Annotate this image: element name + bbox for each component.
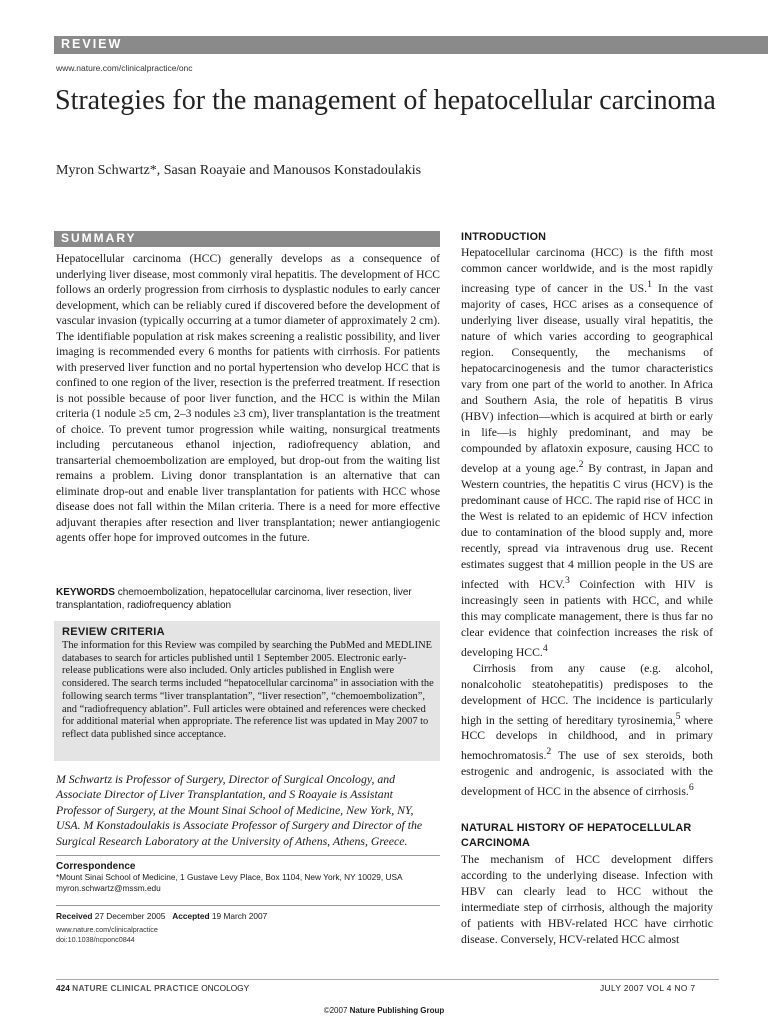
introduction-text — [461, 245, 713, 800]
keywords — [56, 587, 440, 612]
received-date: 27 December 2005 — [94, 911, 166, 921]
text-run: The use of sex steroids, both estrogenic and androgenic, is associated with the development of HCC in the absence of cirrhosis. — [461, 749, 713, 799]
summary-label: SUMMARY — [61, 231, 137, 245]
correspondence-email[interactable]: myron.schwartz@mssm.edu — [56, 883, 161, 894]
divider — [56, 855, 440, 856]
doi-url[interactable]: www.nature.com/clinicalpractice — [56, 925, 158, 934]
keywords-label: KEYWORDS — [56, 587, 115, 598]
reference-marker[interactable]: 1 — [647, 279, 652, 290]
text-run: Hepatocellular carcinoma (HCC) is the fifth most common cancer worldwide, and is the most rapidly increasing type of cancer in the US. — [461, 246, 713, 295]
natural-history-text: The mechanism of HCC development differs according to the underlying disease. Infection with HBV can clearly lead to HCC without the intermediate step of cirrhosis, although the majority of patients with HBV-related HCC have cirrhotic disease. Conversely, HCV-related HCC almost — [461, 853, 713, 946]
text-run: In the vast majority of cases, HCC arises as a consequence of underlying liver disease, usually viral hepatitis, the nature of which varies according to geographical region. Consequently, the mechanisms of hepatocarcinogenesis and the tumor characteristics vary from one part of the world to another. In Africa and Southern Asia, the role of hepatitis B virus (HBV) infection—which is acquired at birth or early in life—is highly predominant, and may be compounded by aflatoxin exposure, causing HCC to develop at a young age. — [461, 281, 714, 475]
publisher: Nature Publishing Group — [349, 1006, 445, 1015]
doi: doi:10.1038/ncponc0844 — [56, 934, 135, 944]
introduction-heading: INTRODUCTION — [461, 231, 547, 243]
journal-url[interactable]: www.nature.com/clinicalpractice/onc — [56, 63, 193, 73]
reference-marker[interactable]: 2 — [578, 458, 584, 470]
doi-block — [56, 925, 158, 944]
reference-marker[interactable]: 4 — [542, 642, 548, 654]
article-authors: Myron Schwartz*, Sasan Roayaie and Manousos Konstadoulakis — [56, 163, 422, 178]
review-criteria-text: The information for this Review was compiled by searching the PubMed and MEDLINE databases to search for articles published until 1 September 2005. Electronic early-release publications were also included. Only articles published in English were considered. The search terms included “hepatocellular carcinoma” in association with the following search terms “liver transplantation”, “liver resection”, “chemoembolization”, and “radiofrequency ablation”. Full articles were obtained and references were checked for additional material when appropriate. The reference list was updated in May 2007 to reflect data published since acceptance. — [62, 640, 434, 740]
section-label-bar — [54, 36, 768, 54]
summary-label-bar — [54, 231, 440, 247]
paragraph — [461, 245, 713, 661]
reference-marker[interactable]: 5 — [675, 710, 681, 722]
received-label: Received — [56, 911, 93, 921]
author-affiliations: M Schwartz is Professor of Surgery, Director of Surgical Oncology, and Associate Director of Liver Transplantation, and S Roayaie is Assistant Professor of Surgery, at the Mount Sinai School of Medicine, New York, NY, USA. M Konstadoulakis is Associate Professor of Surgery and Director of the Surgical Research Laboratory at the University of Athens, Athens, Greece. — [56, 772, 423, 848]
accepted-date: 19 March 2007 — [211, 911, 268, 921]
correspondence-line: *Mount Sinai School of Medicine, 1 Gustave Levy Place, Box 1104, New York, NY 10029, USA — [56, 872, 403, 882]
reference-marker[interactable]: 2 — [546, 746, 552, 758]
copyright-prefix: ©2007 — [323, 1006, 350, 1015]
copyright — [0, 1006, 768, 1015]
keywords-list: chemoembolization, hepatocellular carcinoma, liver resection, liver transplantation, radiofrequency ablation — [56, 587, 412, 611]
reference-marker[interactable]: 6 — [688, 782, 694, 794]
text-run: where HCC develops in childhood, and in primary hemochromatosis. — [461, 713, 713, 763]
paragraph — [461, 661, 713, 801]
issue-info: JULY 2007 VOL 4 NO 7 — [600, 983, 696, 993]
text-run: Coinfection with HIV is increasingly seen in patients with HCC, and while this may complicate management, there is thus far no clear evidence that coinfection increases the risk of developing HCC. — [461, 577, 713, 659]
summary-text: Hepatocellular carcinoma (HCC) generally develops as a consequence of underlying liver disease, most commonly viral hepatitis. The development of HCC follows an orderly progression from cirrhosis to dysplastic nodules to early cancer development, which can be reliably cured if discovered before the development of vascular invasion (typically occurring at a tumor diameter of approximately 2 cm). The identifiable population at risk makes screening a realistic possibility, and liver imaging is recommended every 6 months for patients with cirrhosis. For patients with preserved liver function and no portal hypertension who develop HCC that is confined to one region of the liver, resection is the preferred treatment. If resection is not possible because of poor liver function, and the HCC is within the Milan criteria (1 nodule ≥5 cm, 2–3 nodules ≥3 cm), liver transplantation is the treatment of choice. To prevent tumor progression while waiting, nonsurgical treatments including percutaneous ethanol injection, radiofrequency ablation, and transarterial chemoembolization are employed, but drop-out from the waiting list remains a problem. Living donor transplantation is an alternative that can eliminate drop-out and enable liver transplantation for patients with HCC whose disease does not fall within the Milan criteria. There is a need for more effective adjuvant therapies after resection and liver transplantation; newer antiangiogenic agents offer hope for improved outcomes in the future. — [56, 252, 440, 544]
correspondence-address — [56, 872, 440, 894]
text-run: Cirrhosis from any cause (e.g. alcohol, nonalcoholic steatohepatitis) predisposes to the development of HCC. The incidence is particularly high in the setting of hereditary tyrosinemia, — [461, 661, 713, 727]
correspondence-heading: Correspondence — [56, 861, 136, 872]
received-accepted-dates — [56, 911, 267, 921]
footer-divider — [56, 979, 719, 980]
section-label: REVIEW — [61, 37, 123, 51]
reference-marker[interactable]: 3 — [564, 574, 570, 586]
text-run: By contrast, in Japan and Western countries, the hepatitis C virus (HCV) is the predominant cause of HCC. The rapid rise of HCC in the West is related to an epidemic of HCV infection due to contamination of the blood supply and, more recently, spread via intravenous drug use. Recent estimates suggest that 4 million people in the US are infected with HCV. — [461, 461, 713, 591]
natural-history-heading: NATURAL HISTORY OF HEPATOCELLULAR CARCINOMA — [461, 822, 692, 849]
page-number: 424 — [56, 983, 70, 993]
divider — [56, 905, 440, 906]
journal-name: NATURE CLINICAL PRACTICE — [72, 983, 199, 993]
footer-left — [56, 983, 249, 993]
journal-section: ONCOLOGY — [198, 983, 250, 993]
accepted-label: Accepted — [172, 911, 210, 921]
article-title: Strategies for the management of hepatocellular carcinoma — [55, 85, 716, 116]
review-criteria-heading: REVIEW CRITERIA — [62, 626, 165, 638]
